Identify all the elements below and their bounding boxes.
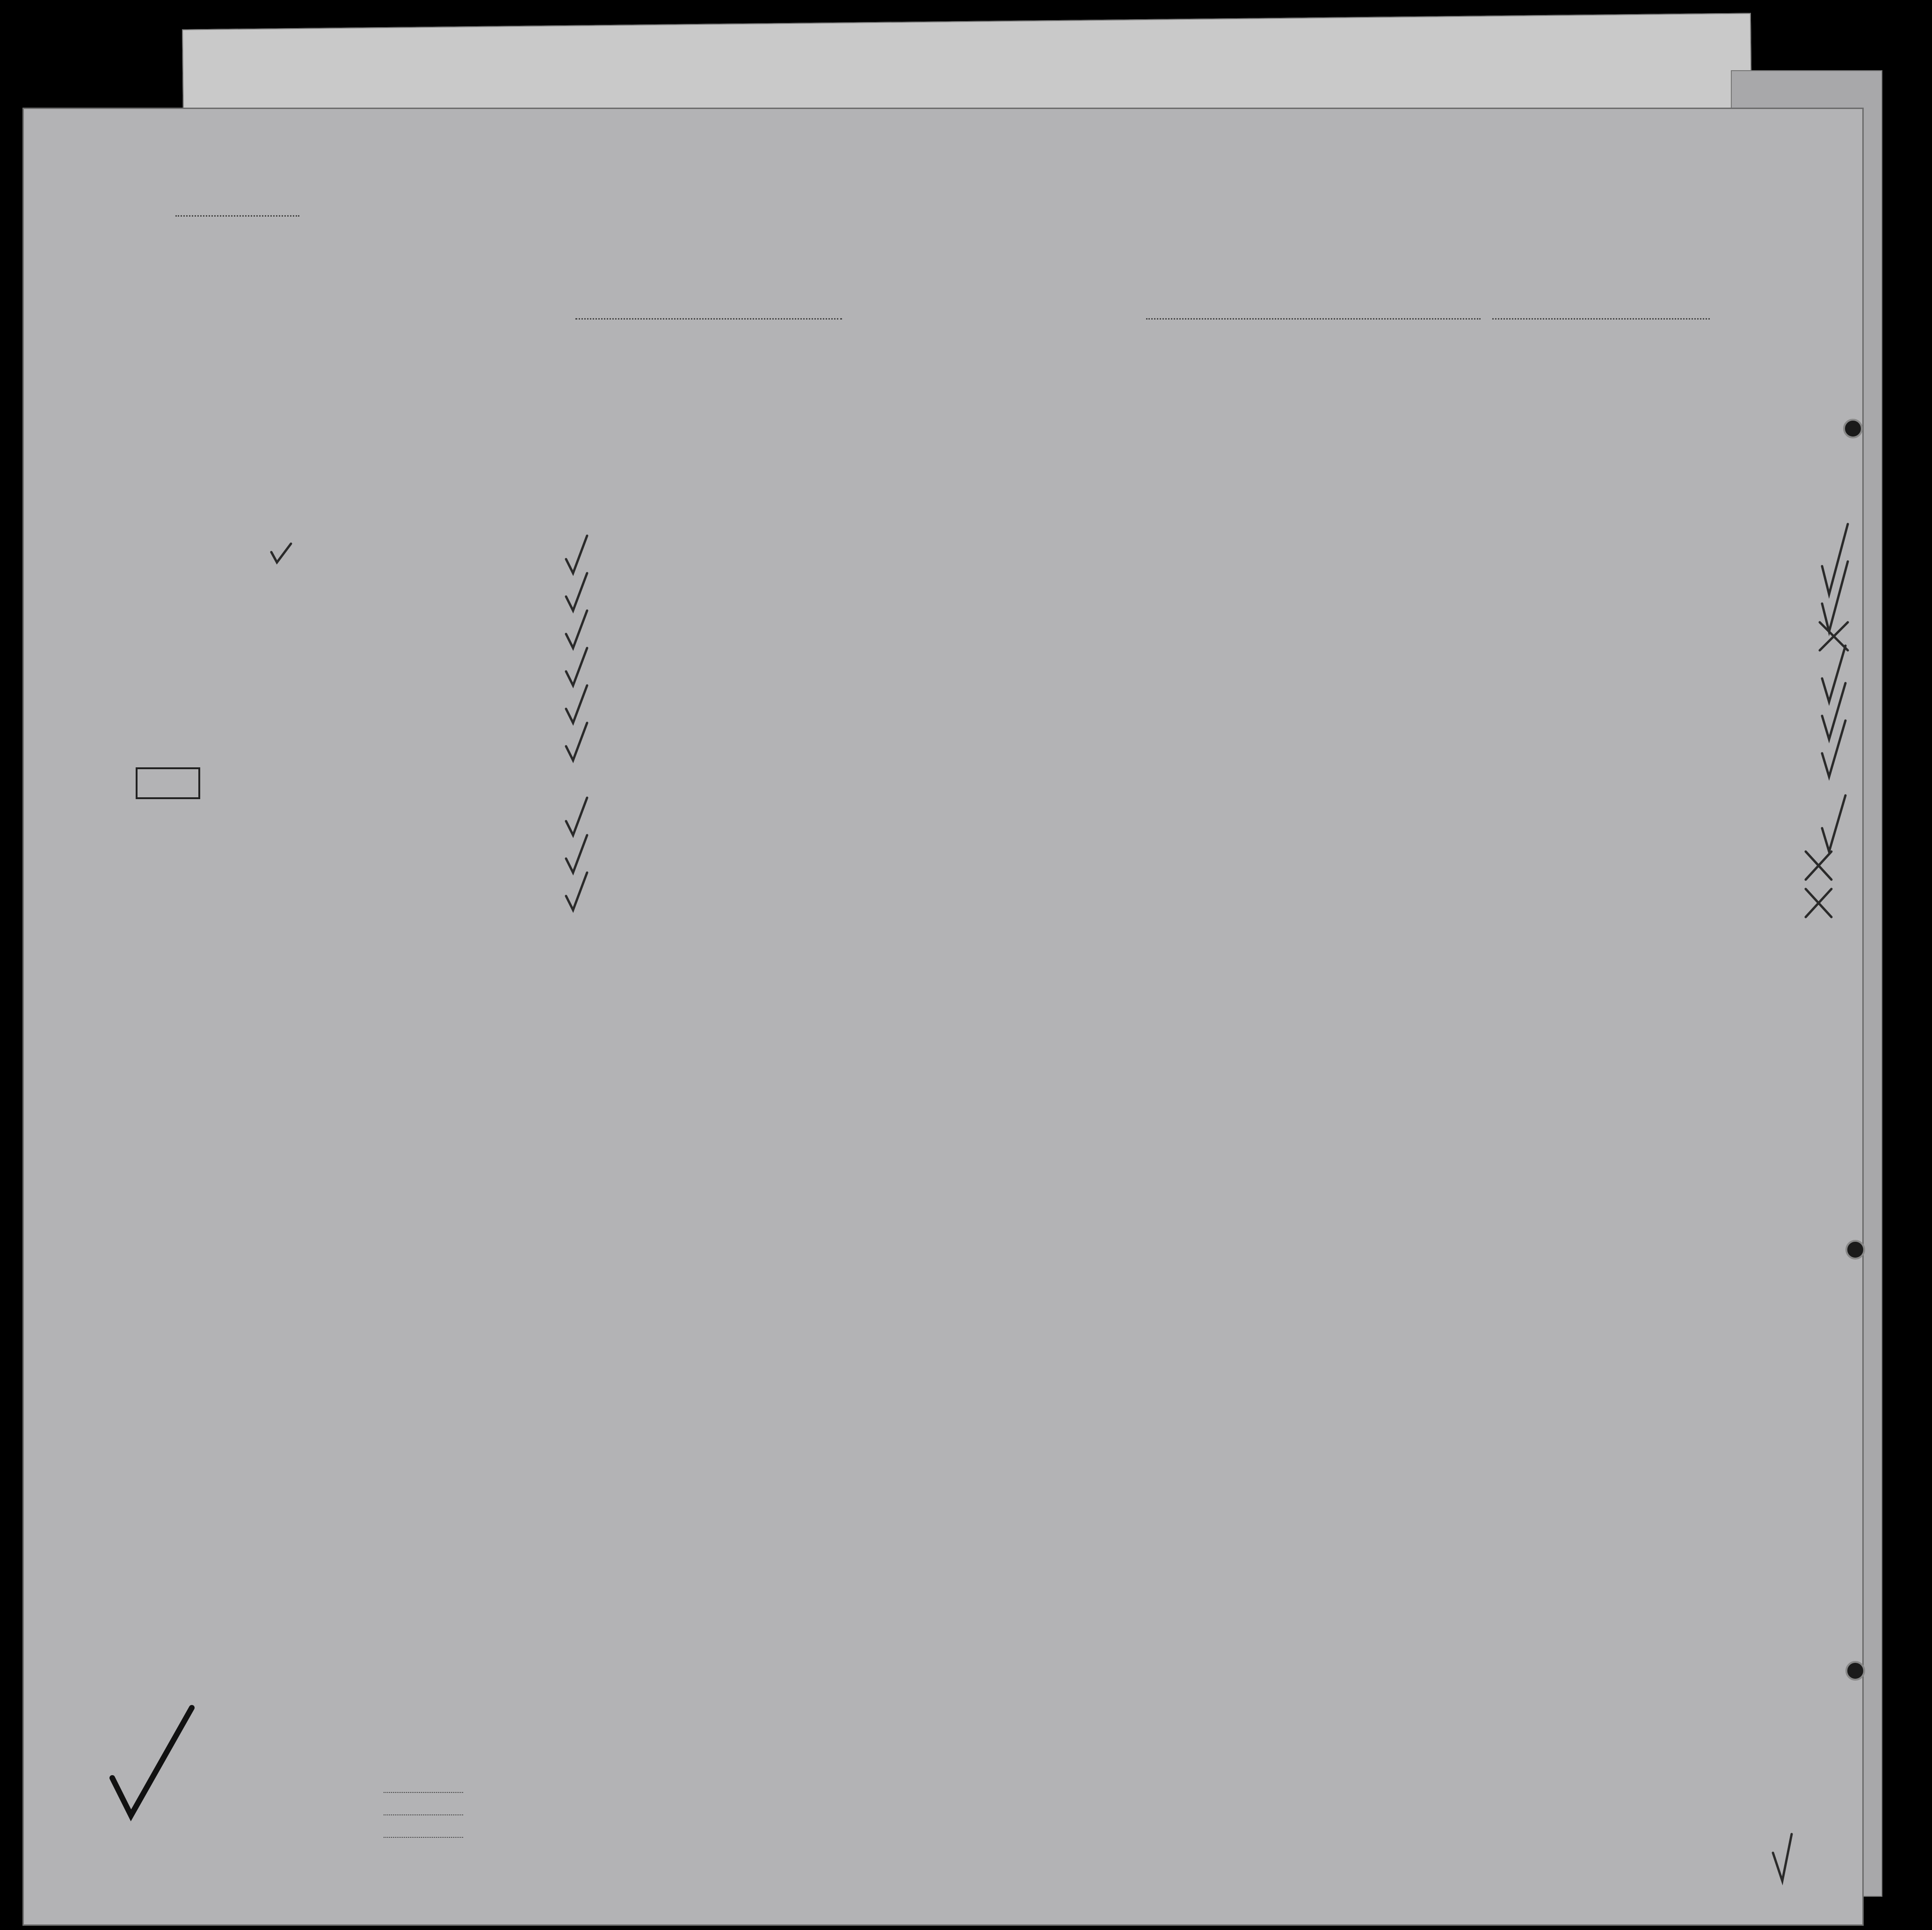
check-mark bbox=[1806, 852, 1831, 880]
check-mark bbox=[566, 685, 587, 723]
check-mark bbox=[566, 835, 587, 873]
footer-total-line bbox=[384, 1792, 463, 1793]
check-mark bbox=[566, 573, 587, 611]
check-mark bbox=[1822, 795, 1845, 852]
binder-hole bbox=[1845, 1240, 1865, 1260]
check-mark bbox=[1820, 622, 1848, 650]
footer-aliens-line bbox=[384, 1837, 463, 1838]
check-mark bbox=[566, 611, 587, 648]
check-mark bbox=[566, 648, 587, 685]
check-mark bbox=[1822, 524, 1848, 594]
check-mark bbox=[566, 798, 587, 835]
footer-citizens-line bbox=[384, 1814, 463, 1815]
check-mark bbox=[566, 723, 587, 760]
check-mark bbox=[566, 536, 587, 573]
check-mark bbox=[566, 873, 587, 910]
check-mark bbox=[271, 544, 291, 562]
binder-hole bbox=[1843, 419, 1863, 438]
list-check-mark bbox=[112, 1708, 192, 1815]
corner-mark bbox=[1773, 1834, 1792, 1881]
binder-hole bbox=[1845, 1661, 1865, 1681]
check-mark bbox=[1806, 889, 1831, 917]
